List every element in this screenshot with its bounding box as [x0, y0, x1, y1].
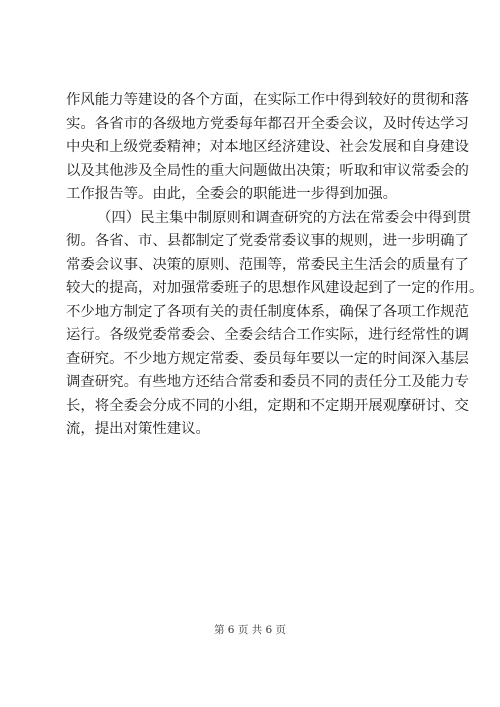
text-line: 作风能力等建设的各个方面，在实际工作中得到较好的贯彻和落 [66, 92, 469, 108]
paragraph-2 [66, 207, 484, 442]
text-line: 常委会议事、决策的原则、范围等，常委民主生活会的质量有了 [66, 256, 469, 273]
text-line: 实。各省市的各级地方党委每年都召开全委会议，及时传达学习 [66, 115, 469, 132]
text-line: 以及其他涉及全局性的重大问题做出决策；听取和审议常委会的 [66, 162, 469, 179]
text-line: 较大的提高，对加强常委班子的思想作风建设起到了一定的作用。 [66, 280, 484, 296]
document-body [66, 89, 484, 442]
text-line: 查研究。不少地方规定常委、委员每年要以一定的时间深入基层 [66, 350, 469, 367]
text-line: 彻。各省、市、县都制定了党委常委议事的规则，进一步明确了 [66, 233, 469, 249]
text-line: 流，提出对策性建议。 [66, 421, 210, 437]
text-line: 长，将全委会分成不同的小组，定期和不定期开展观摩研讨、交 [66, 397, 469, 414]
paragraph-1 [66, 89, 469, 207]
text-line: 运行。各级党委常委会、全委会结合工作实际，进行经常性的调 [66, 327, 469, 343]
text-line: 不少地方制定了各项有关的责任制度体系，确保了各项工作规范 [66, 303, 469, 320]
text-line: 调查研究。有些地方还结合常委和委员不同的责任分工及能力专 [66, 374, 469, 390]
text-line: 中央和上级党委精神；对本地区经济建设、社会发展和自身建设 [66, 139, 469, 155]
page-footer: 第 6 页 共 6 页 [213, 624, 287, 636]
text-line: （四）民主集中制原则和调查研究的方法在常委会中得到贯 [97, 209, 472, 226]
text-line: 工作报告等。由此，全委会的职能进一步得到加强。 [66, 186, 397, 202]
